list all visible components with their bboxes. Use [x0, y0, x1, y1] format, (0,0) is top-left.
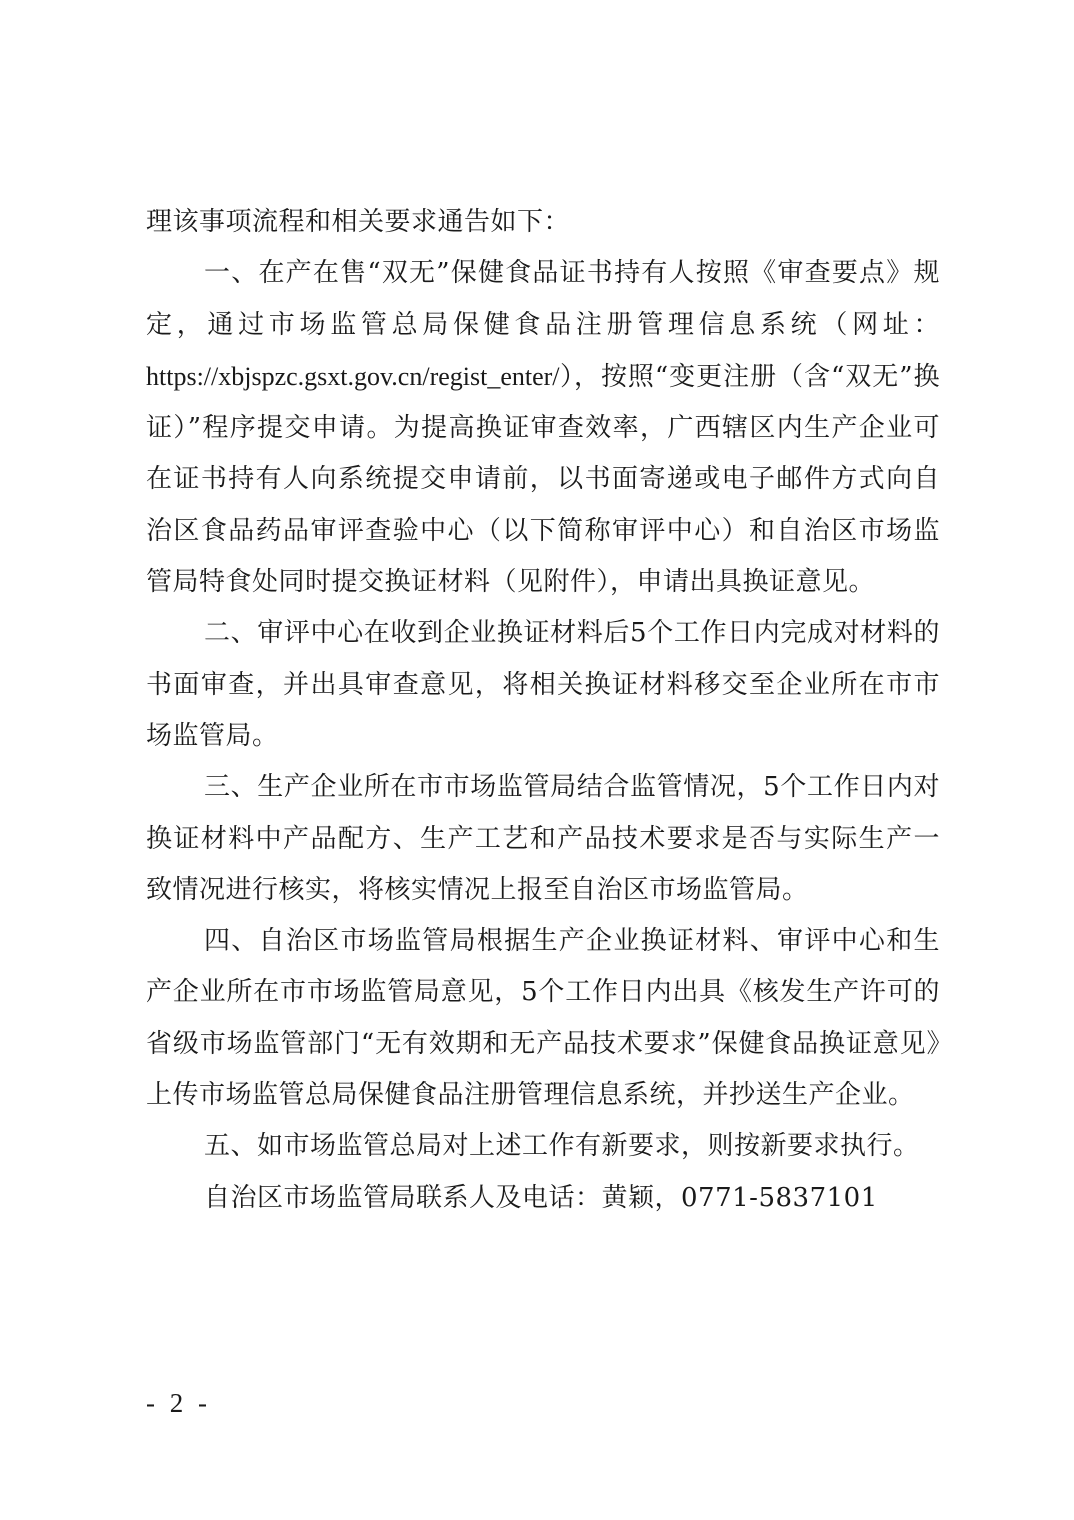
item-2-paragraph: 二、审评中心在收到企业换证材料后5个工作日内完成对材料的书面审查，并出具审查意见，将相关换证材料移交至企业所在市市场监管局。: [146, 618, 940, 751]
item-1-text-after-url: ），按照“变更注册（含“双无”换证）”程序提交申请。为提高换证审查效率，广西辖区内生产企业可在证书持有人向系统提交申请前，以书面寄递或电子邮件方式向自治区食品药品审评查验中心（以下简称审评中心）和自治区市场监管局特食处同时提交换证材料（见附件），申请出具换证意见。: [146, 361, 940, 598]
item-3-paragraph: 三、生产企业所在市市场监管局结合监管情况，5个工作日内对换证材料中产品配方、生产工艺和产品技术要求是否与实际生产一致情况进行核实，将核实情况上报至自治区市场监管局。: [146, 772, 940, 905]
item-5-paragraph: 五、如市场监管总局对上述工作有新要求，则按新要求执行。: [204, 1131, 920, 1162]
page-number: - 2 -: [146, 1388, 211, 1418]
document-body: [146, 197, 940, 1224]
item-1-text-before-url: 一、在产在售“双无”保健食品证书持有人按照《审查要点》规定，通过市场监管总局保健食品注册管理信息系统（网址：: [146, 258, 940, 340]
item-4-paragraph: 四、自治区市场监管局根据生产企业换证材料、审评中心和生产企业所在市市场监管局意见，5个工作日内出具《核发生产许可的省级市场监管部门“无有效期和无产品技术要求”保健食品换证意见》上传市场监管总局保健食品注册管理信息系统，并抄送生产企业。: [146, 926, 940, 1111]
intro-paragraph: 理该事项流程和相关要求通告如下：: [146, 207, 571, 237]
system-url-link[interactable]: https://xbjspzc.gsxt.gov.cn/regist_enter/: [146, 361, 560, 391]
item-1-paragraph: [146, 248, 940, 608]
contact-paragraph: 自治区市场监管局联系人及电话：黄颖，0771-5837101: [204, 1182, 878, 1213]
